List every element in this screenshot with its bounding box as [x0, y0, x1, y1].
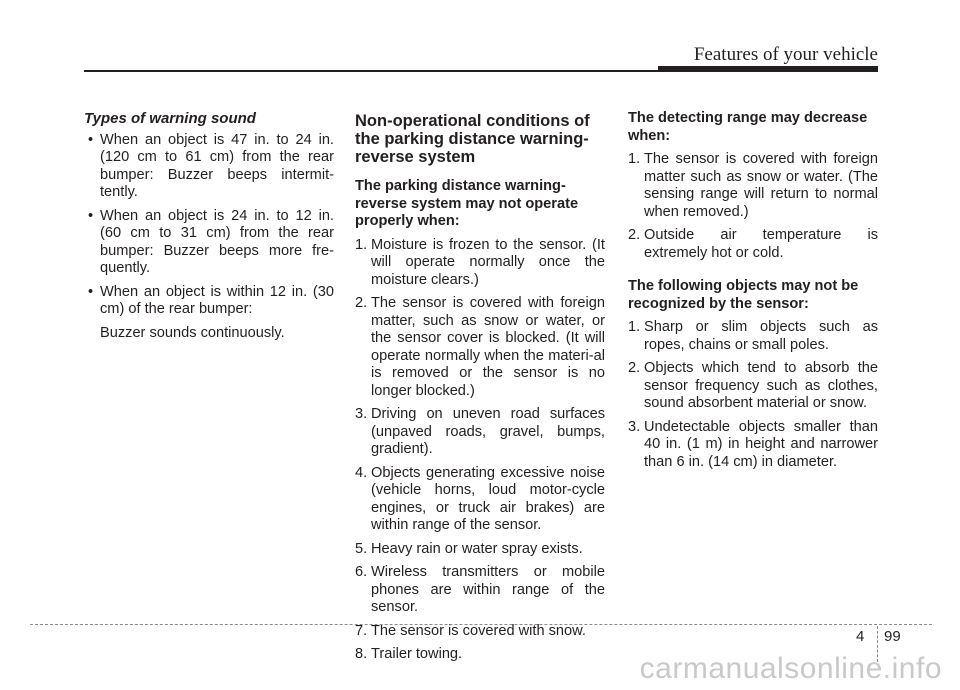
list-item: • When an object is 24 in. to 12 in. (60 cm to 31 cm) from the rear bumper: Buzzer beeps more fre-quently. — [88, 207, 334, 276]
list-item: 1. Sharp or slim objects such as ropes, chains or small poles. — [628, 319, 878, 353]
list-item: 4. Objects generating excessive noise (vehicle horns, loud motor-cycle engines, or truck air brakes) are within range of the sensor. — [355, 464, 605, 533]
column-middle — [355, 110, 605, 670]
column-left — [84, 110, 334, 348]
list-item: 3. Undetectable objects smaller than 40 in. (1 m) in height and narrower than 6 in. (14 cm) in diameter. — [628, 418, 878, 470]
list-item: • When an object is 47 in. to 24 in. (120 cm to 61 cm) from the rear bumper: Buzzer beeps intermit-tently. — [88, 131, 334, 200]
footer-rule — [30, 624, 932, 625]
header-rule-accent — [658, 66, 878, 72]
subheading-range-decrease: The detecting range may decrease when: — [628, 110, 868, 144]
not-recognized-list — [628, 319, 878, 471]
list-item: 2. Outside air temperature is extremely hot or cold. — [628, 227, 878, 261]
section-heading-warning-sound: Types of warning sound — [84, 110, 256, 127]
subheading-not-recognized: The following objects may not be recognized by the sensor: — [628, 278, 859, 312]
non-operational-list — [355, 237, 605, 664]
continuation-text: Buzzer sounds continuously. — [100, 324, 285, 341]
list-item: 1. The sensor is covered with foreign matter such as snow or water. (The sensing range will return to normal when removed.) — [628, 151, 878, 220]
subheading-may-not-operate: The parking distance warning-reverse system may not operate properly when: — [355, 178, 579, 229]
section-title-non-operational: Non-operational conditions of the parking distance warning-reverse system — [355, 112, 590, 166]
list-item: 8. Trailer towing. — [355, 646, 463, 662]
list-item: 2. Objects which tend to absorb the sensor frequency such as clothes, sound absorbent material or snow. — [628, 360, 878, 411]
list-item: • When an object is within 12 in. (30 cm) of the rear bumper: — [88, 283, 334, 317]
page-number: 99 — [884, 628, 901, 645]
list-item: 1. Moisture is frozen to the sensor. (It will operate normally once the moisture clears.) — [355, 236, 605, 288]
list-item: 2. The sensor is covered with foreign matter, such as snow or water, or the sensor cover is blocked. (It will operate normally when the materi-al is removed or the sensor is no longer blocked.) — [355, 295, 605, 399]
list-item: 5. Heavy rain or water spray exists. — [355, 540, 583, 557]
bullet-icon: • — [88, 207, 94, 224]
list-item: 6. Wireless transmitters or mobile phones are within range of the sensor. — [355, 564, 605, 615]
list-item: 3. Driving on uneven road surfaces (unpaved roads, gravel, bumps, gradient). — [355, 406, 605, 457]
bullet-icon: • — [88, 283, 94, 300]
bullet-icon: • — [88, 131, 94, 148]
running-header-title: Features of your vehicle — [693, 44, 878, 65]
list-item: 7. The sensor is covered with snow. — [355, 622, 586, 639]
column-right — [628, 110, 878, 477]
range-decrease-list — [628, 151, 878, 262]
chapter-number: 4 — [856, 628, 865, 645]
watermark-text: carmanualsonline.info — [639, 652, 942, 685]
warning-sound-list — [84, 132, 334, 319]
